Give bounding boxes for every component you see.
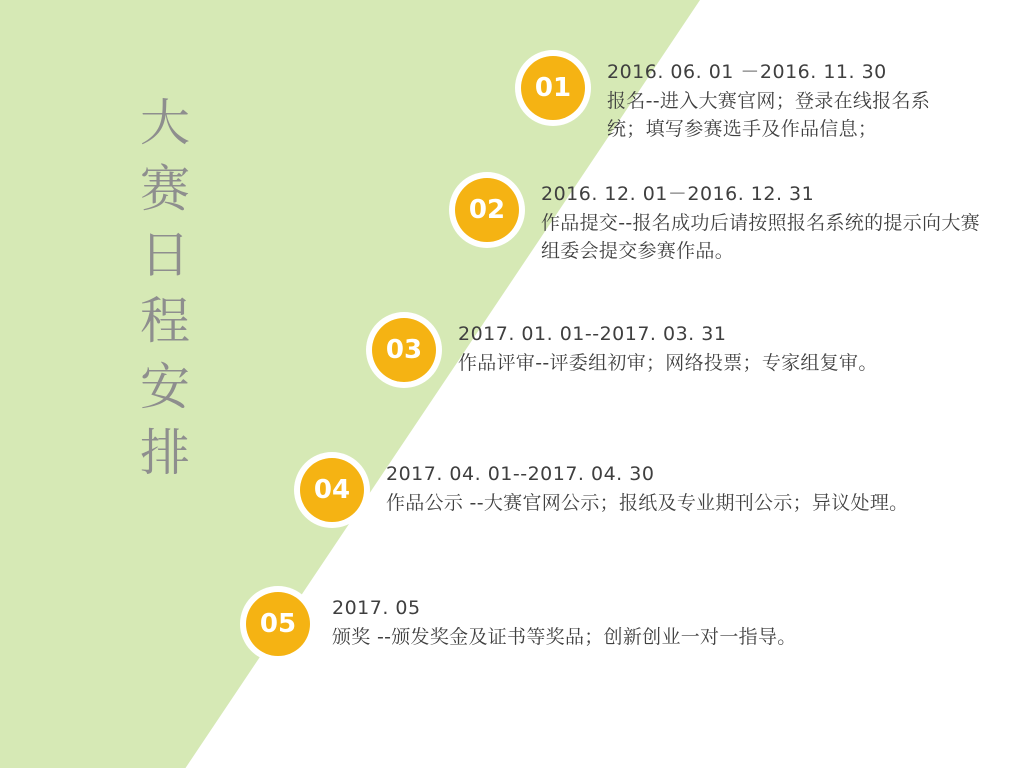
page-title — [128, 90, 204, 486]
step-text-block — [386, 458, 956, 517]
step-text-block — [607, 56, 967, 144]
title-char-4: 程 — [140, 292, 192, 350]
timeline-step-3 — [372, 318, 928, 382]
timeline-step-2 — [455, 178, 981, 266]
title-char-1: 大 — [140, 94, 192, 152]
step-date: 2017. 05 — [332, 597, 421, 619]
timeline-step-1 — [521, 56, 967, 144]
step-description: 作品评审--评委组初审；网络投票；专家组复审。 — [458, 351, 878, 374]
title-char-2: 赛 — [140, 160, 192, 218]
step-description: 报名--进入大赛官网；登录在线报名系统；填写参赛选手及作品信息； — [607, 89, 931, 140]
step-description: 颁奖 --颁发奖金及证书等奖品；创新创业一对一指导。 — [332, 625, 797, 648]
step-text-block — [458, 318, 928, 377]
title-char-3: 日 — [140, 226, 192, 284]
step-date: 2017. 01. 01--2017. 03. 31 — [458, 323, 727, 345]
step-text-block — [541, 178, 981, 266]
step-description: 作品公示 --大赛官网公示；报纸及专业期刊公示；异议处理。 — [386, 491, 909, 514]
step-number-badge: 05 — [246, 592, 310, 656]
step-number-badge: 04 — [300, 458, 364, 522]
step-date: 2016. 12. 01－2016. 12. 31 — [541, 183, 815, 205]
step-number-badge: 02 — [455, 178, 519, 242]
timeline-step-5 — [246, 592, 892, 656]
timeline-step-4 — [300, 458, 956, 522]
step-number-badge: 03 — [372, 318, 436, 382]
step-number-badge: 01 — [521, 56, 585, 120]
title-char-5: 安 — [140, 358, 192, 416]
title-char-6: 排 — [140, 424, 192, 482]
step-description: 作品提交--报名成功后请按照报名系统的提示向大赛组委会提交参赛作品。 — [541, 211, 980, 262]
step-text-block — [332, 592, 892, 651]
step-date: 2017. 04. 01--2017. 04. 30 — [386, 463, 655, 485]
step-date: 2016. 06. 01 －2016. 11. 30 — [607, 61, 887, 83]
